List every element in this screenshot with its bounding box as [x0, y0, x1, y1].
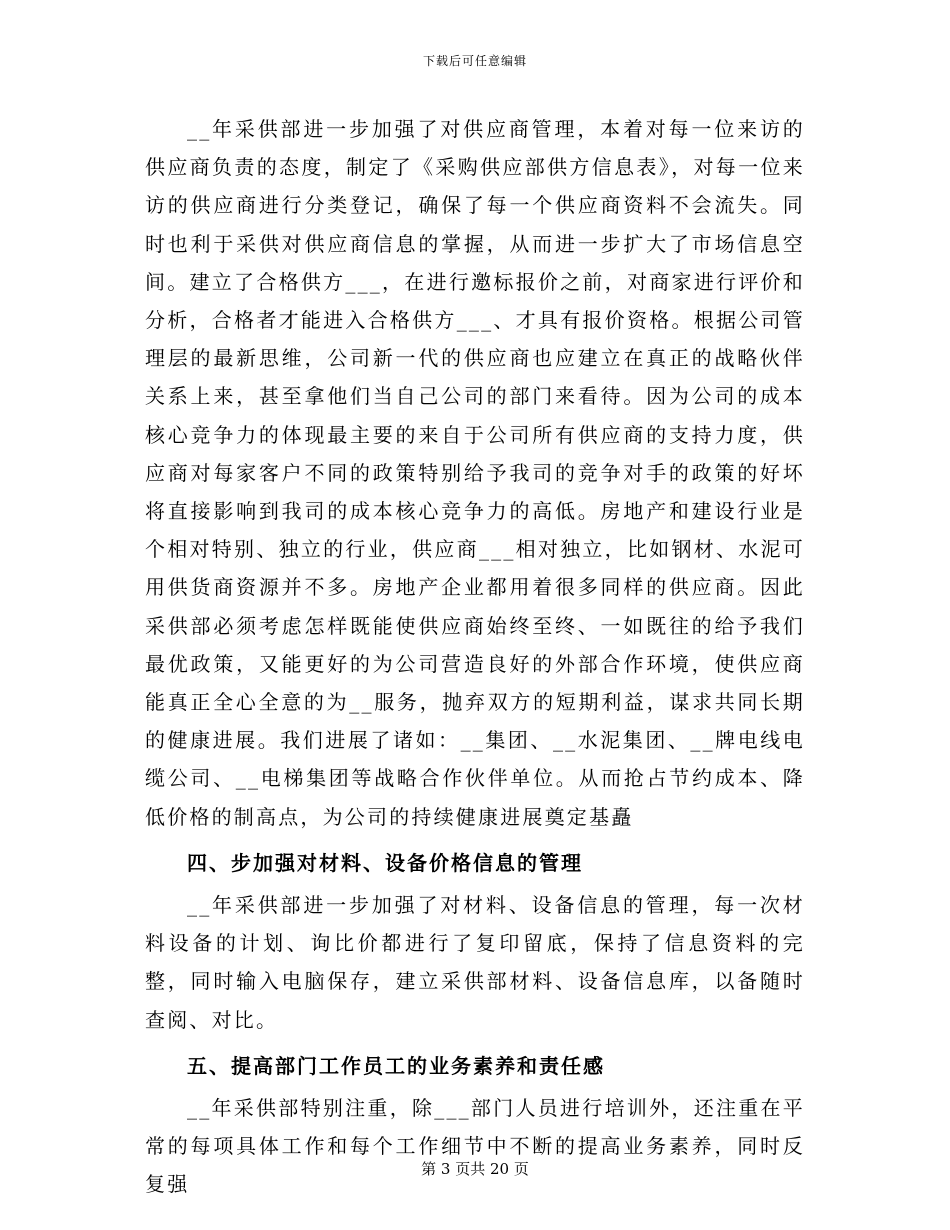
paragraph-staff-quality: __年采供部特别注重，除___部门人员进行培训外，还注重在平常的每项具体工作和每个工作细节中不断的提高业务素养，同时反复强: [145, 1096, 805, 1197]
section-heading-staff-quality: 五、提高部门工作员工的业务素养和责任感: [187, 1053, 605, 1078]
paragraph-supplier-management: __年采供部进一步加强了对供应商管理，本着对每一位来访的供应商负责的态度，制定了《采购供应部供方信息表》，对每一位来访的供应商进行分类登记，确保了每一个供应商资料不会流失。同时也利于采供对供应商信息的掌握，从而进一步扩大了市场信息空间。建立了合格供方___，在进行邀标报价之前，对商家进行评价和分析，合格者才能进入合格供方___、才具有报价资格。根据公司管理层的最新思维，公司新一代的供应商也应建立在真正的战略伙伴关系上来，甚至拿他们当自己公司的部门来看待。因为公司的成本核心竞争力的体现最主要的来自于公司所有供应商的支持力度，供应商对每家客户不同的政策特别给予我司的竞争对手的政策的好坏将直接影响到我司的成本核心竞争力的高低。房地产和建设行业是个相对特别、独立的行业，供应商___相对独立，比如钢材、水泥可用供货商资源并不多。房地产企业都用着很多同样的供应商。因此采供部必须考虑怎样既能使供应商始终至终、一如既往的给予我们最优政策，又能更好的为公司营造良好的外部合作环境，使供应商能真正全心全意的为__服务，抛弃双方的短期利益，谋求共同长期的健康进展。我们进展了诸如：__集团、__水泥集团、__牌电线电缆公司、__电梯集团等战略合作伙伴单位。从而抢占节约成本、降低价格的制高点，为公司的持续健康进展奠定基矗: [145, 117, 805, 829]
document-body: [145, 110, 805, 1204]
section-heading-price-info: 四、步加强对材料、设备价格信息的管理: [187, 850, 583, 875]
paragraph-price-info: __年采供部进一步加强了对材料、设备信息的管理，每一次材料设备的计划、询比价都进行了复印留底，保持了信息资料的完整，同时输入电脑保存，建立采供部材料、设备信息库，以备随时查阅、对比。: [145, 893, 805, 1032]
page-header-note: 下载后可任意编辑: [422, 54, 527, 68]
page-number: 第 3 页共 20 页: [421, 1160, 529, 1178]
